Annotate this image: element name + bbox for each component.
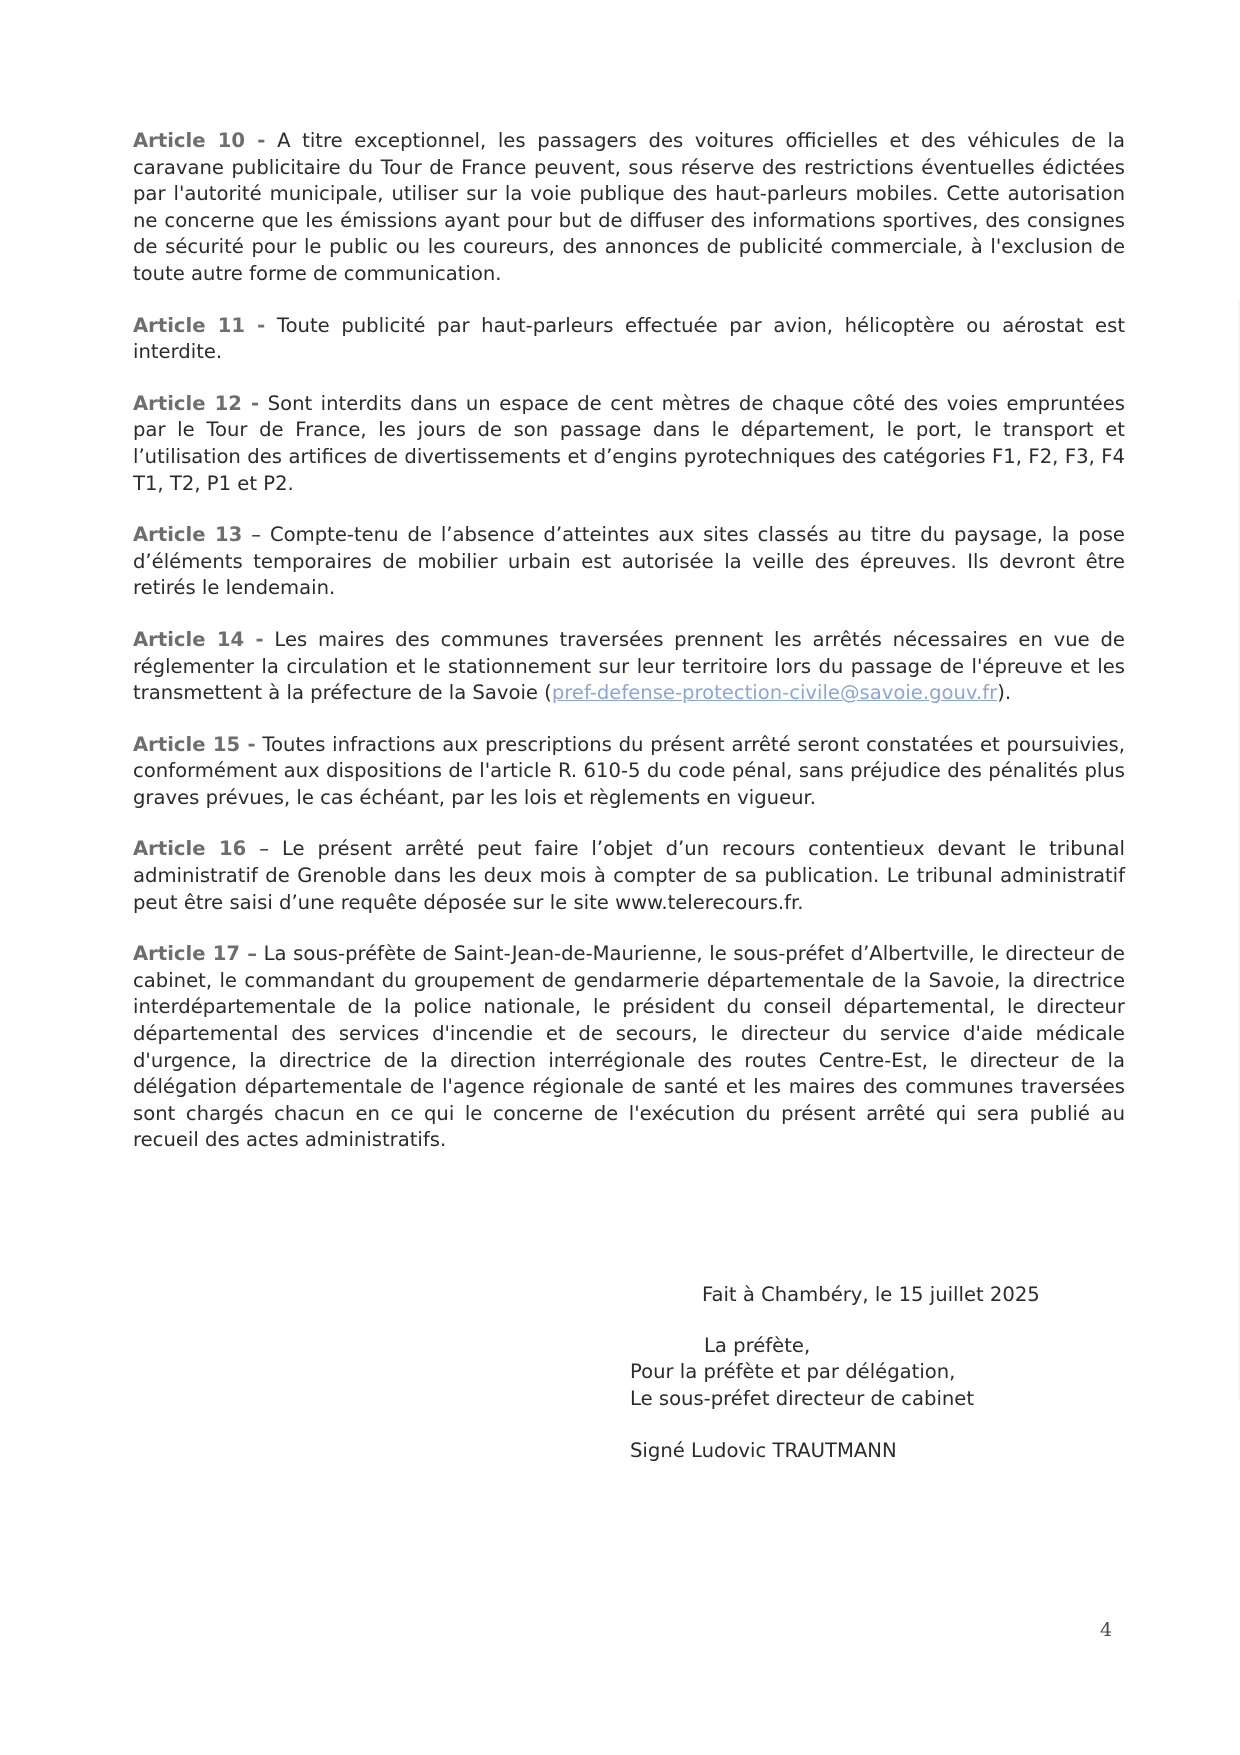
signature-date: Fait à Chambéry, le 15 juillet 2025 <box>702 1283 1040 1306</box>
article-label: Article 13 <box>133 523 243 547</box>
signature-name: Signé Ludovic TRAUTMANN <box>630 1439 897 1463</box>
article-15 <box>133 732 1125 812</box>
article-17 <box>133 941 1125 1154</box>
article-text: Toute publicité par haut-parleurs effectuée par avion, hélicoptère ou aérostat est interdite. <box>133 313 1125 364</box>
article-text: Sont interdits dans un espace de cent mètres de chaque côté des voies empruntées par le Tour de France, les jours de son passage dans le département, le port, le transport et l’utilisation des artifices de divertissements et d’engins pyrotechniques des catégories F1, F2, F3, F4 T1, T2, P1 et P2. <box>133 391 1125 495</box>
article-label: Article 11 - <box>133 313 266 337</box>
article-16 <box>133 836 1125 916</box>
article-label: Article 17 – <box>133 942 258 966</box>
article-label: Article 15 - <box>133 732 256 756</box>
article-label: Article 14 - <box>133 627 264 651</box>
signature-block <box>620 1282 1120 1465</box>
article-text: – Compte-tenu de l’absence d’atteintes aux sites classés au titre du paysage, la pose d’éléments temporaires de mobilier urbain est autorisée la veille des épreuves. Ils devront être retirés le lendemain. <box>133 523 1125 600</box>
article-text: – Le présent arrêté peut faire l’objet d’un recours contentieux devant le tribunal administratif de Grenoble dans les deux mois à compter de sa publication. Le tribunal administratif peut être saisi d’une requête déposée sur le site www.telerecours.fr. <box>133 837 1125 914</box>
page-number: 4 <box>1100 1619 1113 1641</box>
article-label: Article 10 - <box>133 129 266 152</box>
signature-title: Le sous-préfet directeur de cabinet <box>630 1386 975 1410</box>
article-label: Article 16 <box>133 837 247 861</box>
article-text-after: ). <box>997 681 1012 705</box>
article-12 <box>133 391 1125 497</box>
signature-delegation: Pour la préfète et par délégation, <box>630 1360 956 1384</box>
article-10 <box>133 128 1125 288</box>
article-text: Les maires des communes traversées prennent les arrêtés nécessaires en vue de réglementer la circulation et le stationnement sur leur territoire lors du passage de l'épreuve et les transmettent à la préfecture de la Savoie ( <box>133 627 1125 705</box>
article-label: Article 12 - <box>133 391 260 415</box>
article-14 <box>133 627 1125 707</box>
article-text: A titre exceptionnel, les passagers des voitures officielles et des véhicules de la caravane publicitaire du Tour de France peuvent, sous réserve des restrictions éventuelles édictées par l'autorité municipale, utiliser sur la voie publique des haut-parleurs mobiles. Cette autorisation ne concerne que les émissions ayant pour but de diffuser des informations sportives, des consignes de sécurité pour le public ou les coureurs, des annonces de publicité commerciale, à l'exclusion de toute autre forme de communication. <box>133 129 1125 285</box>
prefecture-email-link[interactable]: pref-defense-protection-civile@savoie.gouv.fr <box>551 681 998 705</box>
article-text: Toutes infractions aux prescriptions du présent arrêté seront constatées et poursuivies, conformément aux dispositions de l'article R. 610-5 du code pénal, sans préjudice des pénalités plus graves prévues, le cas échéant, par les lois et règlements en vigueur. <box>133 732 1125 809</box>
signature-role: La préfète, <box>704 1333 811 1357</box>
articles-list <box>133 128 1125 1179</box>
article-13 <box>133 522 1125 602</box>
article-11 <box>133 313 1125 366</box>
article-text: La sous-préfète de Saint-Jean-de-Maurienne, le sous-préfet d’Albertville, le directeur de cabinet, le commandant du groupement de gendarmerie départementale de la Savoie, la directrice interdépartementale de la police nationale, le président du conseil départemental, le directeur départemental des services d'incendie et de secours, le directeur du service d'aide médicale d'urgence, la directrice de la direction interrégionale des routes Centre-Est, le directeur de la délégation départementale de l'agence régionale de santé et les maires des communes traversées sont chargés chacun en ce qui le concerne de l'exécution du présent arrêté qui sera publié au recueil des actes administratifs. <box>133 942 1125 1152</box>
